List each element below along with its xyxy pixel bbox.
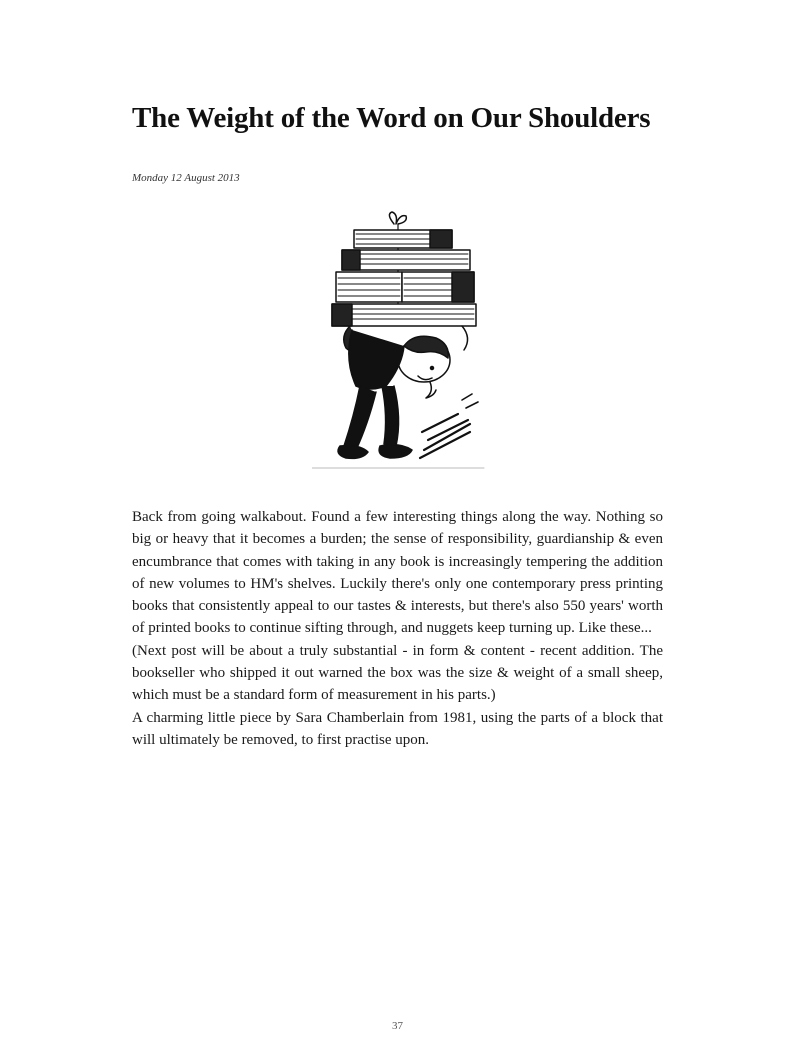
page-number: 37 bbox=[392, 1020, 403, 1032]
body-paragraph: Back from going walkabout. Found a few interesting things along the way. Nothing so big or heavy that it becomes a burden; the sense of responsibility, guardianship & even encumbrance that comes with taking in any book is increasingly tempering the addition of new volumes to HM's shelves. Luckily there's only one contemporary press printing books that consistently appeal to our tastes & interests, but there's also 550 years' worth of printed books to continue sifting through, and nuggets keep turning up. Like these... bbox=[132, 509, 663, 637]
man-carrying-books-illustration bbox=[312, 210, 488, 472]
body-paragraph: (Next post will be about a truly substantial - in form & content - recent addition. The bookseller who shipped it out warned the box was the size & weight of a small sheep, which must be a standard form of measurement in his parts.) bbox=[132, 642, 663, 704]
post-title: The Weight of the Word on Our Shoulders bbox=[132, 102, 651, 134]
post-date: Monday 12 August 2013 bbox=[132, 172, 240, 184]
post-body bbox=[132, 506, 663, 751]
body-paragraph: A charming little piece by Sara Chamberlain from 1981, using the parts of a block that will ultimately be removed, to first practise upon. bbox=[132, 709, 663, 748]
